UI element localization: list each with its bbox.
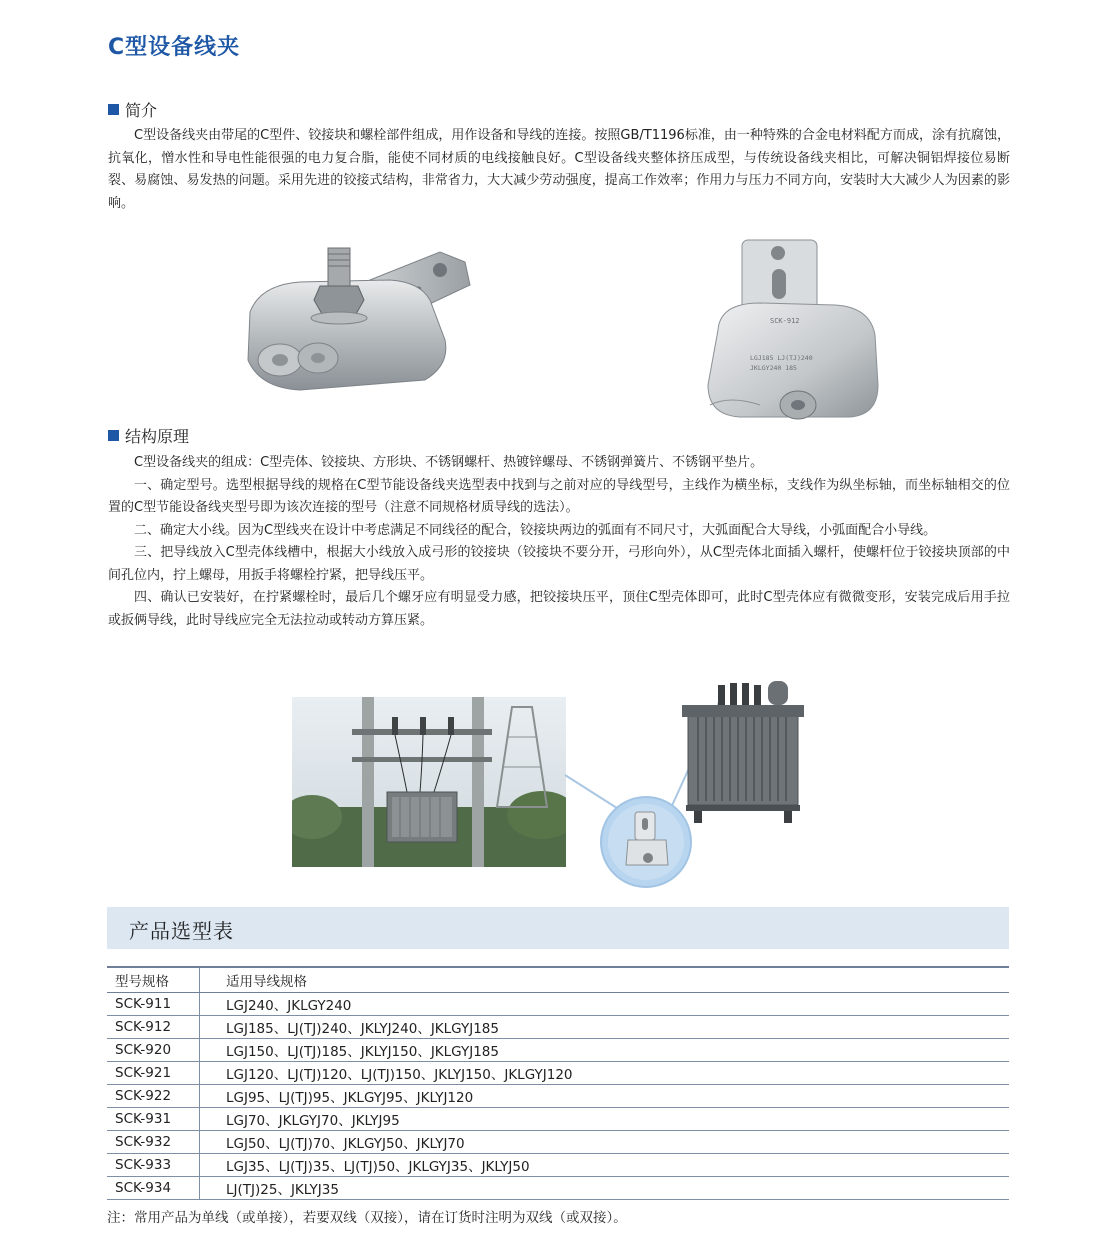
table-row xyxy=(107,1039,1009,1062)
table-row xyxy=(107,993,1009,1016)
conductor-cell: LGJ185、LJ(TJ)240、JKLYJ240、JKLGYJ185 xyxy=(200,1016,1010,1039)
column-header-model: 型号规格 xyxy=(107,967,200,993)
model-cell: SCK-912 xyxy=(107,1016,200,1039)
structure-paragraph: 一、确定型号。选型根据导线的规格在C型节能设备线夹选型表中找到与之前对应的导线型号，主线作为横坐标，支线作为纵坐标轴，而坐标轴相交的位置的C型节能设备线夹型号即为该次连接的型号（注意不同规格材质导线的选法）。 xyxy=(108,477,1011,515)
model-cell: SCK-911 xyxy=(107,993,200,1016)
table-footnote: 注：常用产品为单线（或单接），若要双线（双接），请在订货时注明为双线（或双接）。 xyxy=(107,1210,627,1226)
clamp-photo-front xyxy=(700,235,890,425)
selection-table xyxy=(107,966,1009,1200)
column-header-conductor: 适用导线规格 xyxy=(200,967,1010,993)
structure-paragraph: 四、确认已安装好，在拧紧螺栓时，最后几个螺牙应有明显受力感，把铰接块压平，顶住C型壳体即可，此时C型壳体应有微微变形，安装完成后用手拉或扳俩导线，此时导线应完全无法拉动或转动方算压紧。 xyxy=(108,590,1010,628)
conductor-cell: LJ(TJ)25、JKLYJ35 xyxy=(200,1177,1010,1200)
model-cell: SCK-933 xyxy=(107,1154,200,1177)
selection-table-title: 产品选型表 xyxy=(129,919,234,943)
conductor-cell: LGJ35、LJ(TJ)35、LJ(TJ)50、JKLGYJ35、JKLYJ50 xyxy=(200,1154,1010,1177)
page-title: C型设备线夹 xyxy=(108,35,241,60)
square-bullet-icon xyxy=(108,430,119,441)
engraving-model: SCK-912 xyxy=(770,317,800,325)
model-cell: SCK-921 xyxy=(107,1062,200,1085)
conductor-cell: LGJ120、LJ(TJ)120、LJ(TJ)150、JKLYJ150、JKLGYJ120 xyxy=(200,1062,1010,1085)
table-row xyxy=(107,1062,1009,1085)
conductor-cell: LGJ240、JKLGY240 xyxy=(200,993,1010,1016)
conductor-cell: LGJ150、LJ(TJ)185、JKLYJ150、JKLGYJ185 xyxy=(200,1039,1010,1062)
structure-heading-label: 结构原理 xyxy=(125,427,190,446)
engraving-spec-1: LGJ185 LJ(TJ)240 xyxy=(750,354,813,362)
model-cell: SCK-920 xyxy=(107,1039,200,1062)
model-cell: SCK-931 xyxy=(107,1108,200,1131)
intro-text-block xyxy=(108,125,1010,215)
transformer-photo xyxy=(668,677,818,827)
conductor-cell: LGJ70、JKLGYJ70、JKLYJ95 xyxy=(200,1108,1010,1131)
intro-heading xyxy=(108,98,157,121)
selection-table-banner xyxy=(107,907,1009,949)
structure-paragraph: 二、确定大小线。因为C型线夹在设计中考虑满足不同线径的配合，铰接块两边的弧面有不同尺寸，大弧面配合大导线，小弧面配合小导线。 xyxy=(134,522,937,538)
structure-heading xyxy=(108,424,189,447)
conductor-cell: LGJ50、LJ(TJ)70、JKLGYJ50、JKLYJ70 xyxy=(200,1131,1010,1154)
table-row xyxy=(107,1016,1009,1039)
conductor-cell: LGJ95、LJ(TJ)95、JKLGYJ95、JKLYJ120 xyxy=(200,1085,1010,1108)
model-cell: SCK-922 xyxy=(107,1085,200,1108)
table-row xyxy=(107,1085,1009,1108)
structure-paragraph: C型设备线夹的组成：C型壳体、铰接块、方形块、不锈钢螺杆、热镀锌螺母、不锈钢弹簧片、不锈钢平垫片。 xyxy=(134,455,764,470)
structure-text-block xyxy=(108,452,1010,632)
model-cell: SCK-934 xyxy=(107,1177,200,1200)
clamp-photo-side xyxy=(240,240,480,410)
intro-paragraph: C型设备线夹由带尾的C型件、铰接块和螺栓部件组成，用作设备和导线的连接。按照GB/T1196标准，由一种特殊的合金电材料配方而成，涂有抗腐蚀，抗氧化，憎水性和导电性能很强的电力复合脂，能使不同材质的电线接触良好。C型设备线夹整体挤压成型，与传统设备线夹相比，可解决铜铝焊接位易断裂、易腐蚀、易发热的问题。采用先进的铰接式结构，非常省力，大大减少劳动强度，提高工作效率；作用力与压力不同方向，安装时大大减少人为因素的影响。 xyxy=(108,128,1010,211)
substation-photo xyxy=(292,697,566,867)
square-bullet-icon xyxy=(108,104,119,115)
table-row xyxy=(107,1177,1009,1200)
structure-paragraph: 三、把导线放入C型壳体线槽中，根据大小线放入成弓形的铰接块（铰接块不要分开，弓形向外），从C型壳体北面插入螺杆，使螺杆位于铰接块顶部的中间孔位内，拧上螺母，用扳手将螺栓拧紧，把导线压平。 xyxy=(108,545,1010,583)
table-row xyxy=(107,1131,1009,1154)
intro-heading-label: 简介 xyxy=(125,101,158,120)
table-row xyxy=(107,1108,1009,1131)
model-cell: SCK-932 xyxy=(107,1131,200,1154)
engraving-spec-2: JKLGY240 185 xyxy=(750,364,797,372)
table-header-row xyxy=(107,967,1009,993)
table-row xyxy=(107,1154,1009,1177)
